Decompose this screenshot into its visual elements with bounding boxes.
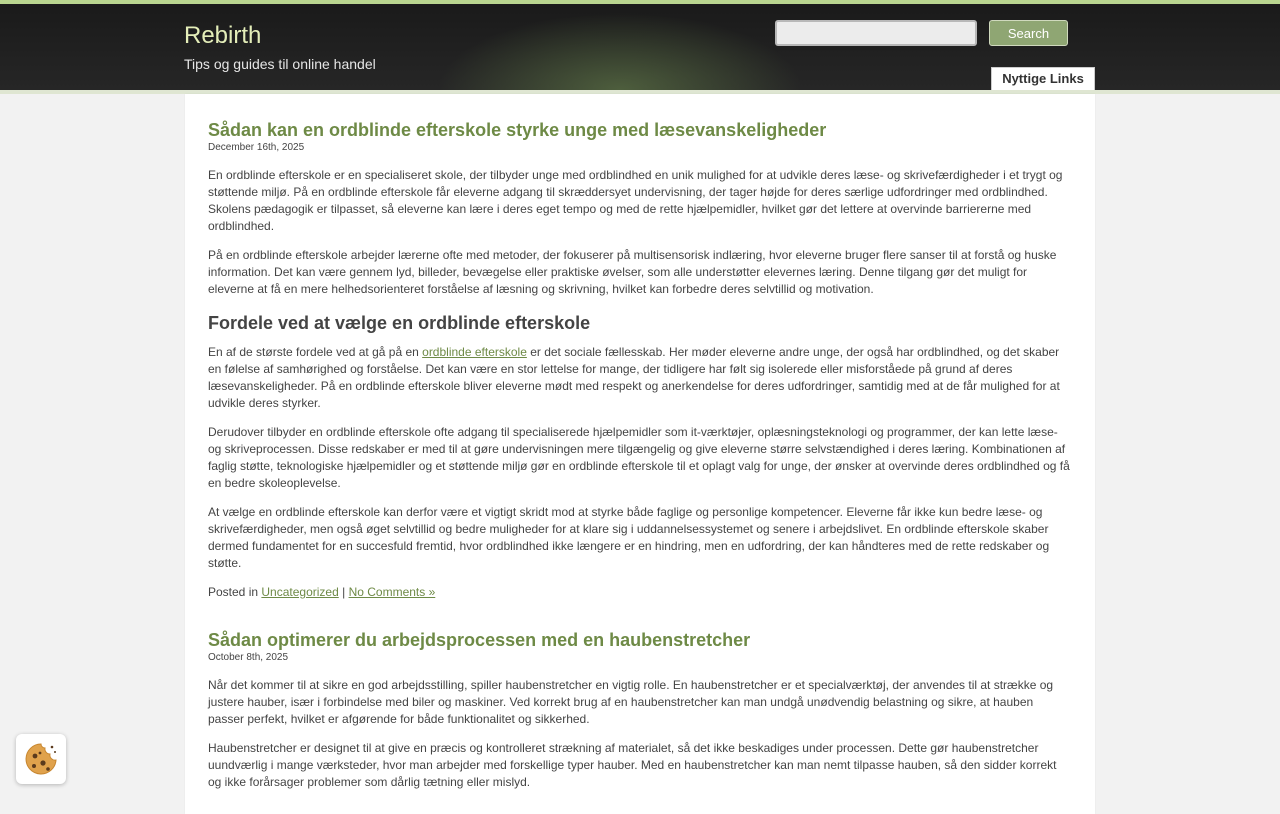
post-date: December 16th, 2025 bbox=[208, 142, 305, 153]
site-tagline: Tips og guides til online handel bbox=[184, 56, 376, 72]
comments-link[interactable]: No Comments » bbox=[348, 585, 436, 599]
paragraph-text: En af de største fordele ved at gå på en bbox=[208, 345, 423, 359]
category-link[interactable]: Uncategorized bbox=[261, 585, 339, 599]
tab-nyttige-links[interactable]: Nyttige Links bbox=[991, 67, 1095, 90]
post-paragraph bbox=[208, 344, 1072, 412]
posted-in-label: Posted in bbox=[208, 585, 262, 599]
search-button[interactable]: Search bbox=[989, 20, 1068, 46]
cookie-icon bbox=[24, 742, 58, 776]
post-paragraph: På en ordblinde efterskole arbejder lærerne ofte med metoder, der fokuserer på multisensorisk indlæring, hvor eleverne bruger flere sanser til at forstå og huske information. Det kan være gennem lyd, billeder, bevægelse eller praktiske øvelser, som alle understøtter elevernes læring. Denne tilgang gør det muligt for eleverne at få en mere helhedsorienteret forståelse af læsning og skrivning, hvilket kan forbedre deres selvtillid og motivation. bbox=[208, 248, 1057, 296]
ordblinde-efterskole-link[interactable]: ordblinde efterskole bbox=[422, 345, 527, 359]
post-meta bbox=[208, 584, 1072, 601]
post-article bbox=[208, 119, 1072, 601]
post-title[interactable]: Sådan optimerer du arbejdsprocessen med en haubenstretcher bbox=[208, 630, 751, 650]
post-date: October 8th, 2025 bbox=[208, 652, 289, 663]
post-paragraph: Når det kommer til at sikre en god arbejdsstilling, spiller haubenstretcher en vigtig rolle. En haubenstretcher er et specialværktøj, der anvendes til at strække og justere hauber, især i forbindelse med biler og maskiner. Ved korrekt brug af en haubenstretcher kan man undgå unødvendig belastning og sikre, at hauben passer perfekt, hvilket er afgørende for både funktionalitet og sikkerhed. bbox=[208, 678, 1054, 726]
post-paragraph: En ordblinde efterskole er en specialiseret skole, der tilbyder unge med ordblindhed en unik mulighed for at udvikle deres læse- og skrivefærdigheder i et trygt og støttende miljø. På en ordblinde efterskole får eleverne adgang til skræddersyet undervisning, der tager højde for deres særlige udfordringer med ordblindhed. Skolens pædagogik er tilpasset, så eleverne kan lære i deres eget tempo og med de rette hjælpemidler, hvilket gør det lettere at overvinde barriererne med ordblindhed. bbox=[208, 168, 1063, 233]
meta-separator: | bbox=[338, 585, 349, 599]
site-title[interactable]: Rebirth bbox=[184, 22, 262, 49]
paragraph-text: er det sociale fællesskab. Her møder eleverne andre unge, der også har ordblindhed, og det skaber en følelse af samhørighed og forståelse. Det kan være en stor lettelse for mange, der tidligere har følt sig isolerede eller misforståede på grund af deres læsevanskeligheder. På en ordblinde efterskole bliver eleverne mødt med respekt og anerkendelse for deres udfordringer, samtidig med at de får mulighed for at udvikle deres styrker. bbox=[208, 345, 1060, 410]
post-article bbox=[208, 629, 1072, 791]
post-paragraph: Derudover tilbyder en ordblinde efterskole ofte adgang til specialiserede hjælpemidler som it-værktøjer, oplæsningsteknologi og programmer, der kan lette læse- og skriveprocessen. Disse redskaber er med til at gøre undervisningen mere tilgængelig og give eleverne større selvstændighed i deres læring. Kombinationen af faglig støtte, teknologiske hjælpemidler og et støttende miljø gør en ordblinde efterskole til et oplagt valg for unge, der ønsker at overvinde deres ordblindhed og få en bedre skoleoplevelse. bbox=[208, 425, 1070, 490]
site-header bbox=[0, 4, 1280, 90]
main-content bbox=[185, 94, 1095, 814]
post-title[interactable]: Sådan kan en ordblinde efterskole styrke unge med læsevanskeligheder bbox=[208, 120, 827, 140]
post-paragraph: Haubenstretcher er designet til at give en præcis og kontrolleret strækning af materialet, så det ikke beskadiges under processen. Dette gør haubenstretcher uundværlig i mange værksteder, hvor man arbejder med forskellige typer hauber. Med en haubenstretcher kan man nemt tilpasse hauben, så den sidder korrekt og ikke forårsager problemer som dårlig tætning eller mislyd. bbox=[208, 741, 1057, 789]
cookie-settings-button[interactable] bbox=[16, 734, 66, 784]
search-input[interactable] bbox=[775, 20, 977, 46]
post-paragraph: At vælge en ordblinde efterskole kan derfor være et vigtigt skridt mod at styrke både faglige og personlige kompetencer. Eleverne får ikke kun bedre læse- og skrivefærdigheder, men også øget selvtillid og bedre muligheder for at klare sig i uddannelsessystemet og senere i arbejdslivet. En ordblinde efterskole skaber dermed fundamentet for en succesfuld fremtid, hvor ordblindhed ikke længere er en hindring, men en udfordring, der kan håndteres med de rette redskaber og støtte. bbox=[208, 505, 1050, 570]
post-subheading: Fordele ved at vælge en ordblinde efterskole bbox=[208, 313, 591, 333]
